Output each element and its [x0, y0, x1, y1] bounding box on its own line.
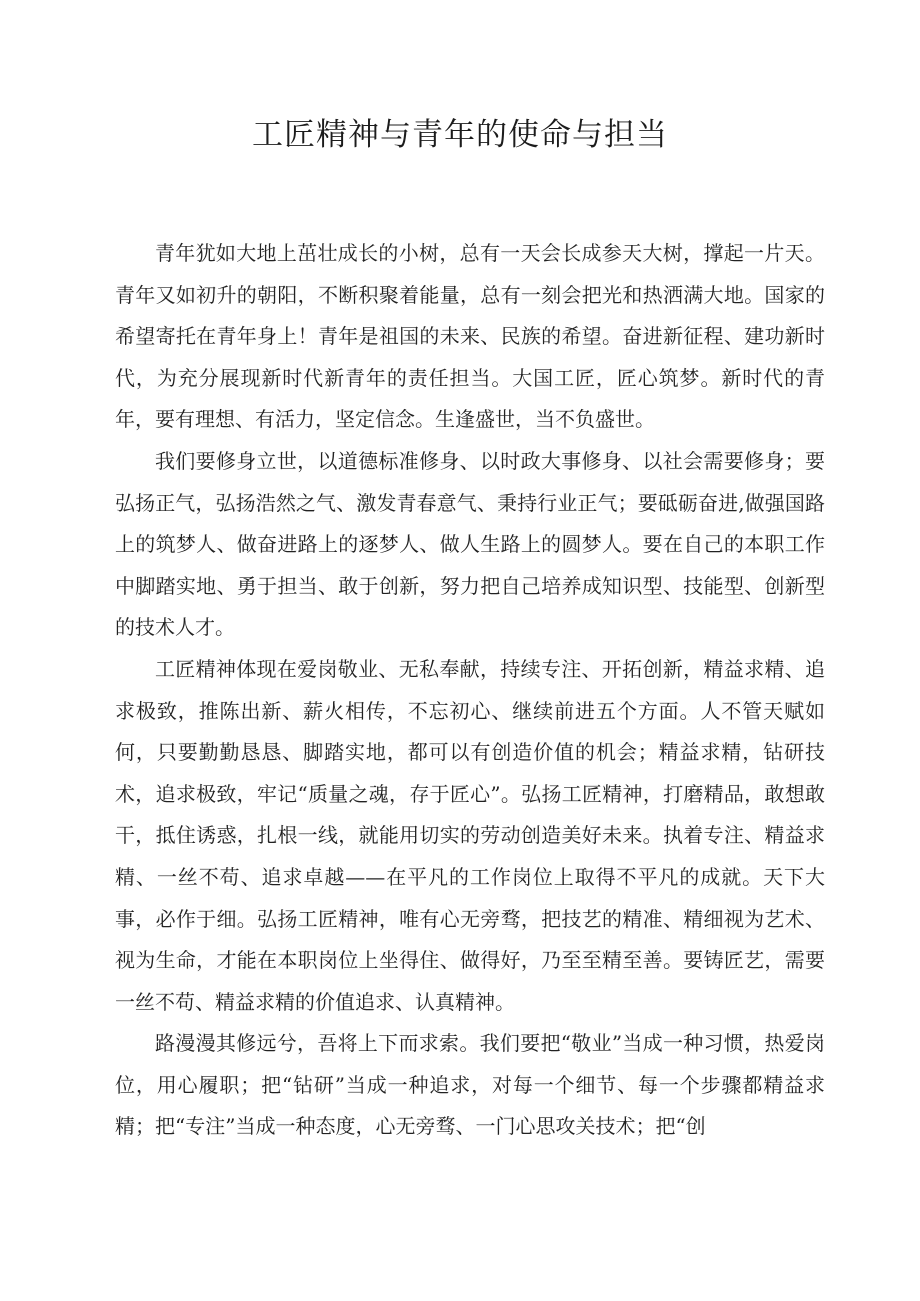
paragraph-3: 工匠精神体现在爱岗敬业、无私奉献，持续专注、开拓创新，精益求精、追求极致，推陈出新、薪火相传，不忘初心、继续前进五个方面。人不管天赋如何，只要勤勤恳恳、脚踏实地，都可以有创造价值的机会；精益求精，钻研技术，追求极致，牢记“质量之魂，存于匠心”。弘扬工匠精神，打磨精品，敢想敢干，抵住诱惑，扎根一线，就能用切实的劳动创造美好未来。执着专注、精益求精、一丝不苟、追求卓越——在平凡的工作岗位上取得不平凡的成就。天下大事，必作于细。弘扬工匠精神，唯有心无旁骛，把技艺的精准、精细视为艺术、视为生命，才能在本职岗位上坐得住、做得好，乃至至精至善。要铸匠艺，需要一丝不苟、精益求精的价值追求、认真精神。	[115, 656, 825, 1014]
document-body	[115, 233, 825, 1148]
document-title: 工匠精神与青年的使命与担当	[252, 117, 668, 153]
paragraph-1: 青年犹如大地上茁壮成长的小树，总有一天会长成参天大树，撑起一片天。青年又如初升的朝阳，不断积聚着能量，总有一刻会把光和热洒满大地。国家的希望寄托在青年身上！青年是祖国的未来、民族的希望。奋进新征程、建功新时代，为充分展现新时代新青年的责任担当。大国工匠，匠心筑梦。新时代的青年，要有理想、有活力，坚定信念。生逢盛世，当不负盛世。	[115, 241, 825, 432]
paragraph-4: 路漫漫其修远兮，吾将上下而求索。我们要把“敬业”当成一种习惯，热爱岗位，用心履职；把“钻研”当成一种追求，对每一个细节、每一个步骤都精益求精；把“专注”当成一种态度，心无旁骛、一门心思攻关技术；把“创	[115, 1031, 825, 1139]
paragraph-2: 我们要修身立世，以道德标准修身、以时政大事修身、以社会需要修身；要弘扬正气，弘扬浩然之气、激发青春意气、秉持行业正气；要砥砺奋进,做强国路上的筑梦人、做奋进路上的逐梦人、做人生路上的圆梦人。要在自己的本职工作中脚踏实地、勇于担当、敢于创新，努力把自己培养成知识型、技能型、创新型的技术人才。	[115, 448, 825, 640]
